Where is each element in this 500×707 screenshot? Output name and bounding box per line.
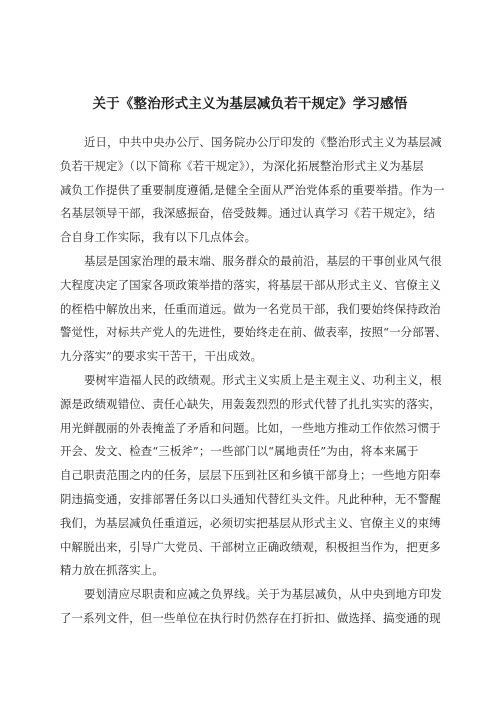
text-line: 要树牢造福人民的政绩观。形式主义实质上是主观主义、功利主义，根 [84, 372, 442, 387]
document-title: 关于《整治形式主义为基层减负若干规定》学习感悟 [92, 96, 408, 112]
text-line: 九分落实”的要求实干苦干，干出成效。 [60, 349, 263, 364]
text-line: 我们，为基层减负任重道远，必须切实把基层从形式主义、官僚主义的束缚 [60, 515, 441, 530]
text-line: 中解脱出来，引导广大党员、干部树立正确政绩观，积极担当作为，把更多 [60, 539, 441, 554]
paragraph-3 [60, 369, 452, 583]
text-line: 阴违搞变通，安排部署任务以口头通知代替红头文件。凡此种种，无不警醒 [60, 491, 441, 506]
paragraph-2 [60, 250, 452, 369]
paragraph-4 [60, 583, 452, 631]
text-line: 合自身工作实际，我有以下几点体会。 [60, 230, 257, 245]
text-line: 基层是国家治理的最末端、服务群众的最前沿，基层的干事创业风气很 [84, 253, 442, 268]
text-line: 源是政绩观错位、责任心缺失，用轰轰烈烈的形式代替了扎扎实实的落实， [60, 396, 441, 411]
text-line: 减负工作提供了重要制度遵循,是健全全面从严治党体系的重要举措。作为一 [60, 182, 445, 197]
text-line: 近日，中共中央办公厅、国务院办公厅印发的《整治形式主义为基层减 [84, 135, 442, 149]
text-line: 自己职责范围之内的任务，层层下压到社区和乡镇干部身上；一些地方阳奉 [60, 468, 441, 483]
paragraph-1 [60, 131, 452, 250]
text-line: 用光鲜靓丽的外表掩盖了矛盾和问题。比如，一些地方推动工作依然习惯于 [60, 420, 441, 435]
text-line: 的桎梏中解放出来，任重而道远。做为一名党员干部，我们要始终保持政治 [60, 301, 441, 316]
document-body [60, 131, 452, 631]
text-line: 名基层领导干部，我深感振奋，倍受鼓舞。通过认真学习《若干规定》，结 [60, 206, 436, 221]
text-line: 精力放在抓落实上。 [60, 563, 164, 578]
text-line: 警觉性，对标共产党人的先进性，要始终走在前、做表率，按照“一分部署、 [60, 325, 447, 340]
text-line: 大程度决定了国家各项政策举措的落实，将基层干部从形式主义、官僚主义 [60, 277, 441, 292]
text-line: 要划清应尽职责和应减之负界线。关于为基层减负，从中央到地方印发 [84, 587, 442, 602]
text-line: 开会、发文、检查“三板斧”；一些部门以“属地责任”为由，将本来属于 [60, 444, 419, 459]
text-line: 负若干规定》（以下简称《若干规定》），为深化拓展整治形式主义为基层 [60, 158, 424, 173]
text-line: 了一系列文件，但一些单位在执行时仍然存在打折扣、做选择、搞变通的现 [60, 610, 441, 625]
